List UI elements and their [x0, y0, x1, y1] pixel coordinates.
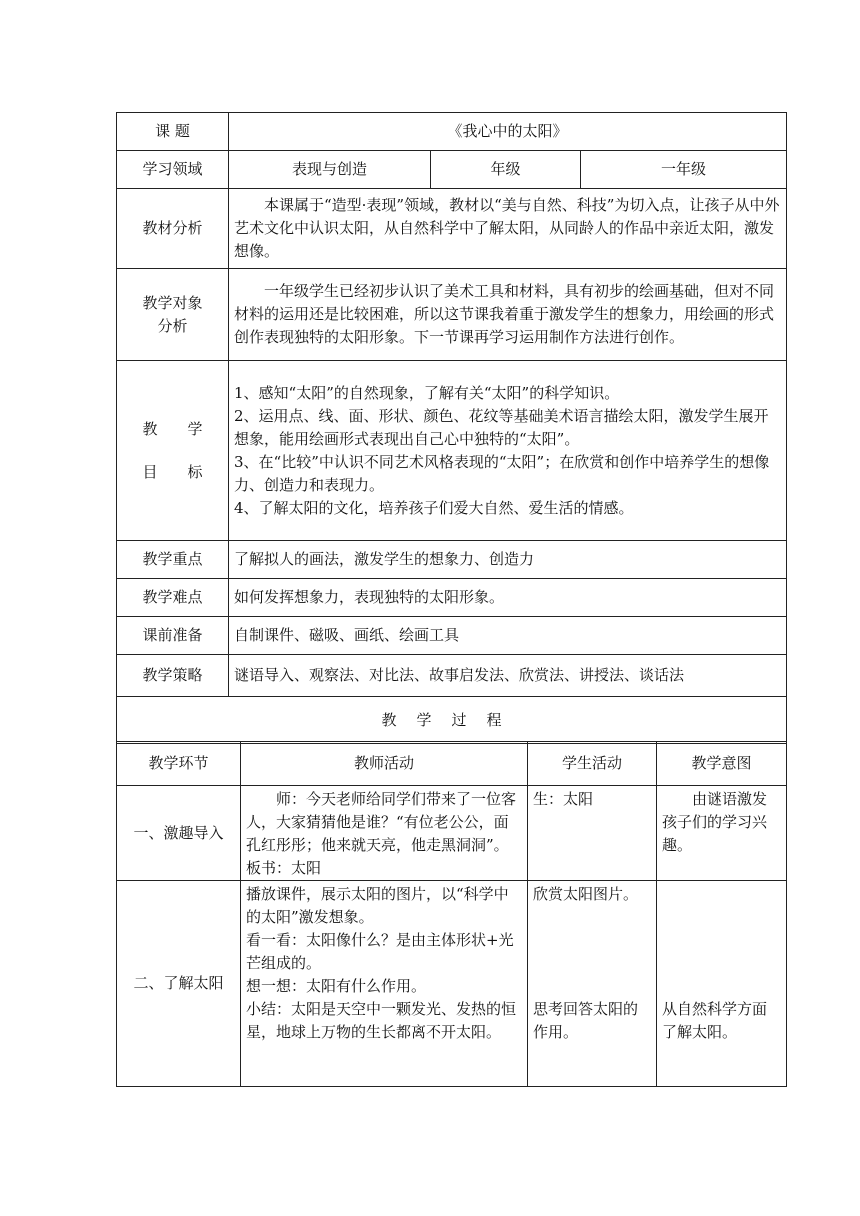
teacher-activity-line: 想一想：太阳有什么作用。 [246, 977, 427, 995]
goal-item: 1、感知“太阳”的自然现象，了解有关“太阳”的科学知识。 [234, 383, 620, 402]
goal-item: 4、了解太阳的文化，培养孩子们爱大自然、爱生活的情感。 [234, 498, 634, 517]
domain-label: 学习领域 [117, 151, 229, 189]
intent-cell: 由谜语激发孩子们的学习兴趣。 [657, 786, 787, 881]
goal-item: 2、运用点、线、面、形状、颜色、花纹等基础美术语言描绘太阳，激发学生展开想象，能用绘画形式表现出自己心中独特的“太阳”。 [234, 406, 769, 448]
goals-label [117, 361, 229, 541]
strategy-value: 谜语导入、观察法、对比法、故事启发法、欣赏法、讲授法、谈话法 [229, 655, 787, 697]
topic-label: 课 题 [117, 113, 229, 151]
table-row [117, 786, 787, 881]
material-text: 本课属于“造型·表现”领域，教材以“美与自然、科技”为切入点，让孩子从中外艺术文化中认识太阳，从自然科学中了解太阳，从同龄人的作品中亲近太阳，激发想像。 [229, 189, 787, 269]
student-analysis-label [117, 269, 229, 361]
student-analysis-label-line1: 教学对象 [142, 293, 203, 312]
intent-cell [657, 881, 787, 1087]
lesson-info-table [116, 112, 787, 744]
header-student: 学生活动 [528, 742, 657, 786]
difficulty-value: 如何发挥想象力，表现独特的太阳形象。 [229, 579, 787, 617]
teacher-activity-line: 小结：太阳是天空中一颗发光、发热的恒星，地球上万物的生长都离不开太阳。 [246, 1000, 517, 1041]
focus-value: 了解拟人的画法，激发学生的想象力、创造力 [229, 541, 787, 579]
student-activity-line: 欣赏太阳图片。 [533, 885, 639, 903]
teacher-activity-line: 播放课件，展示太阳的图片，以“科学中的太阳”激发想象。 [246, 885, 509, 926]
goal-item: 3、在“比较”中认识不同艺术风格表现的“太阳”；在欣赏和创作中培养学生的想像力、创造力和表现力。 [234, 452, 770, 494]
focus-label: 教学重点 [117, 541, 229, 579]
difficulty-label: 教学难点 [117, 579, 229, 617]
student-analysis-text: 一年级学生已经初步认识了美术工具和材料，具有初步的绘画基础，但对不同材料的运用还是比较困难，所以这节课我着重于激发学生的想象力，用绘画的形式创作表现独特的太阳形象。下一节课再学习运用制作方法进行创作。 [229, 269, 787, 361]
table-row [117, 881, 787, 1087]
prep-value: 自制课件、磁吸、画纸、绘画工具 [229, 617, 787, 655]
goals-list [229, 361, 787, 541]
intent-line: 从自然科学方面了解太阳。 [662, 1000, 768, 1041]
student-activity-line: 思考回答太阳的作用。 [533, 1000, 639, 1041]
student-activity-cell: 生：太阳 [528, 786, 657, 881]
grade-value: 一年级 [581, 151, 787, 189]
domain-value: 表现与创造 [229, 151, 431, 189]
teacher-activity-line: 看一看：太阳像什么？是由主体形状+光芒组成的。 [246, 931, 514, 972]
goals-label-line2: 目 标 [142, 462, 203, 481]
stage-cell: 二、了解太阳 [117, 881, 241, 1087]
topic-value: 《我心中的太阳》 [229, 113, 787, 151]
process-table [116, 741, 787, 1087]
strategy-label: 教学策略 [117, 655, 229, 697]
teacher-activity-cell [241, 881, 528, 1087]
header-intent: 教学意图 [657, 742, 787, 786]
teacher-activity-cell: 师：今天老师给同学们带来了一位客人，大家猜猜他是谁？“有位老公公，面孔红彤彤；他来就天亮，他走黑洞洞”。板书：太阳 [241, 786, 528, 881]
stage-cell: 一、激趣导入 [117, 786, 241, 881]
material-label: 教材分析 [117, 189, 229, 269]
prep-label: 课前准备 [117, 617, 229, 655]
process-title: 教学过程 [117, 697, 787, 744]
grade-label: 年级 [431, 151, 581, 189]
header-stage: 教学环节 [117, 742, 241, 786]
header-teacher: 教师活动 [241, 742, 528, 786]
student-activity-cell [528, 881, 657, 1087]
goals-label-line1: 教 学 [142, 419, 203, 438]
student-analysis-label-line2: 分析 [157, 316, 188, 335]
